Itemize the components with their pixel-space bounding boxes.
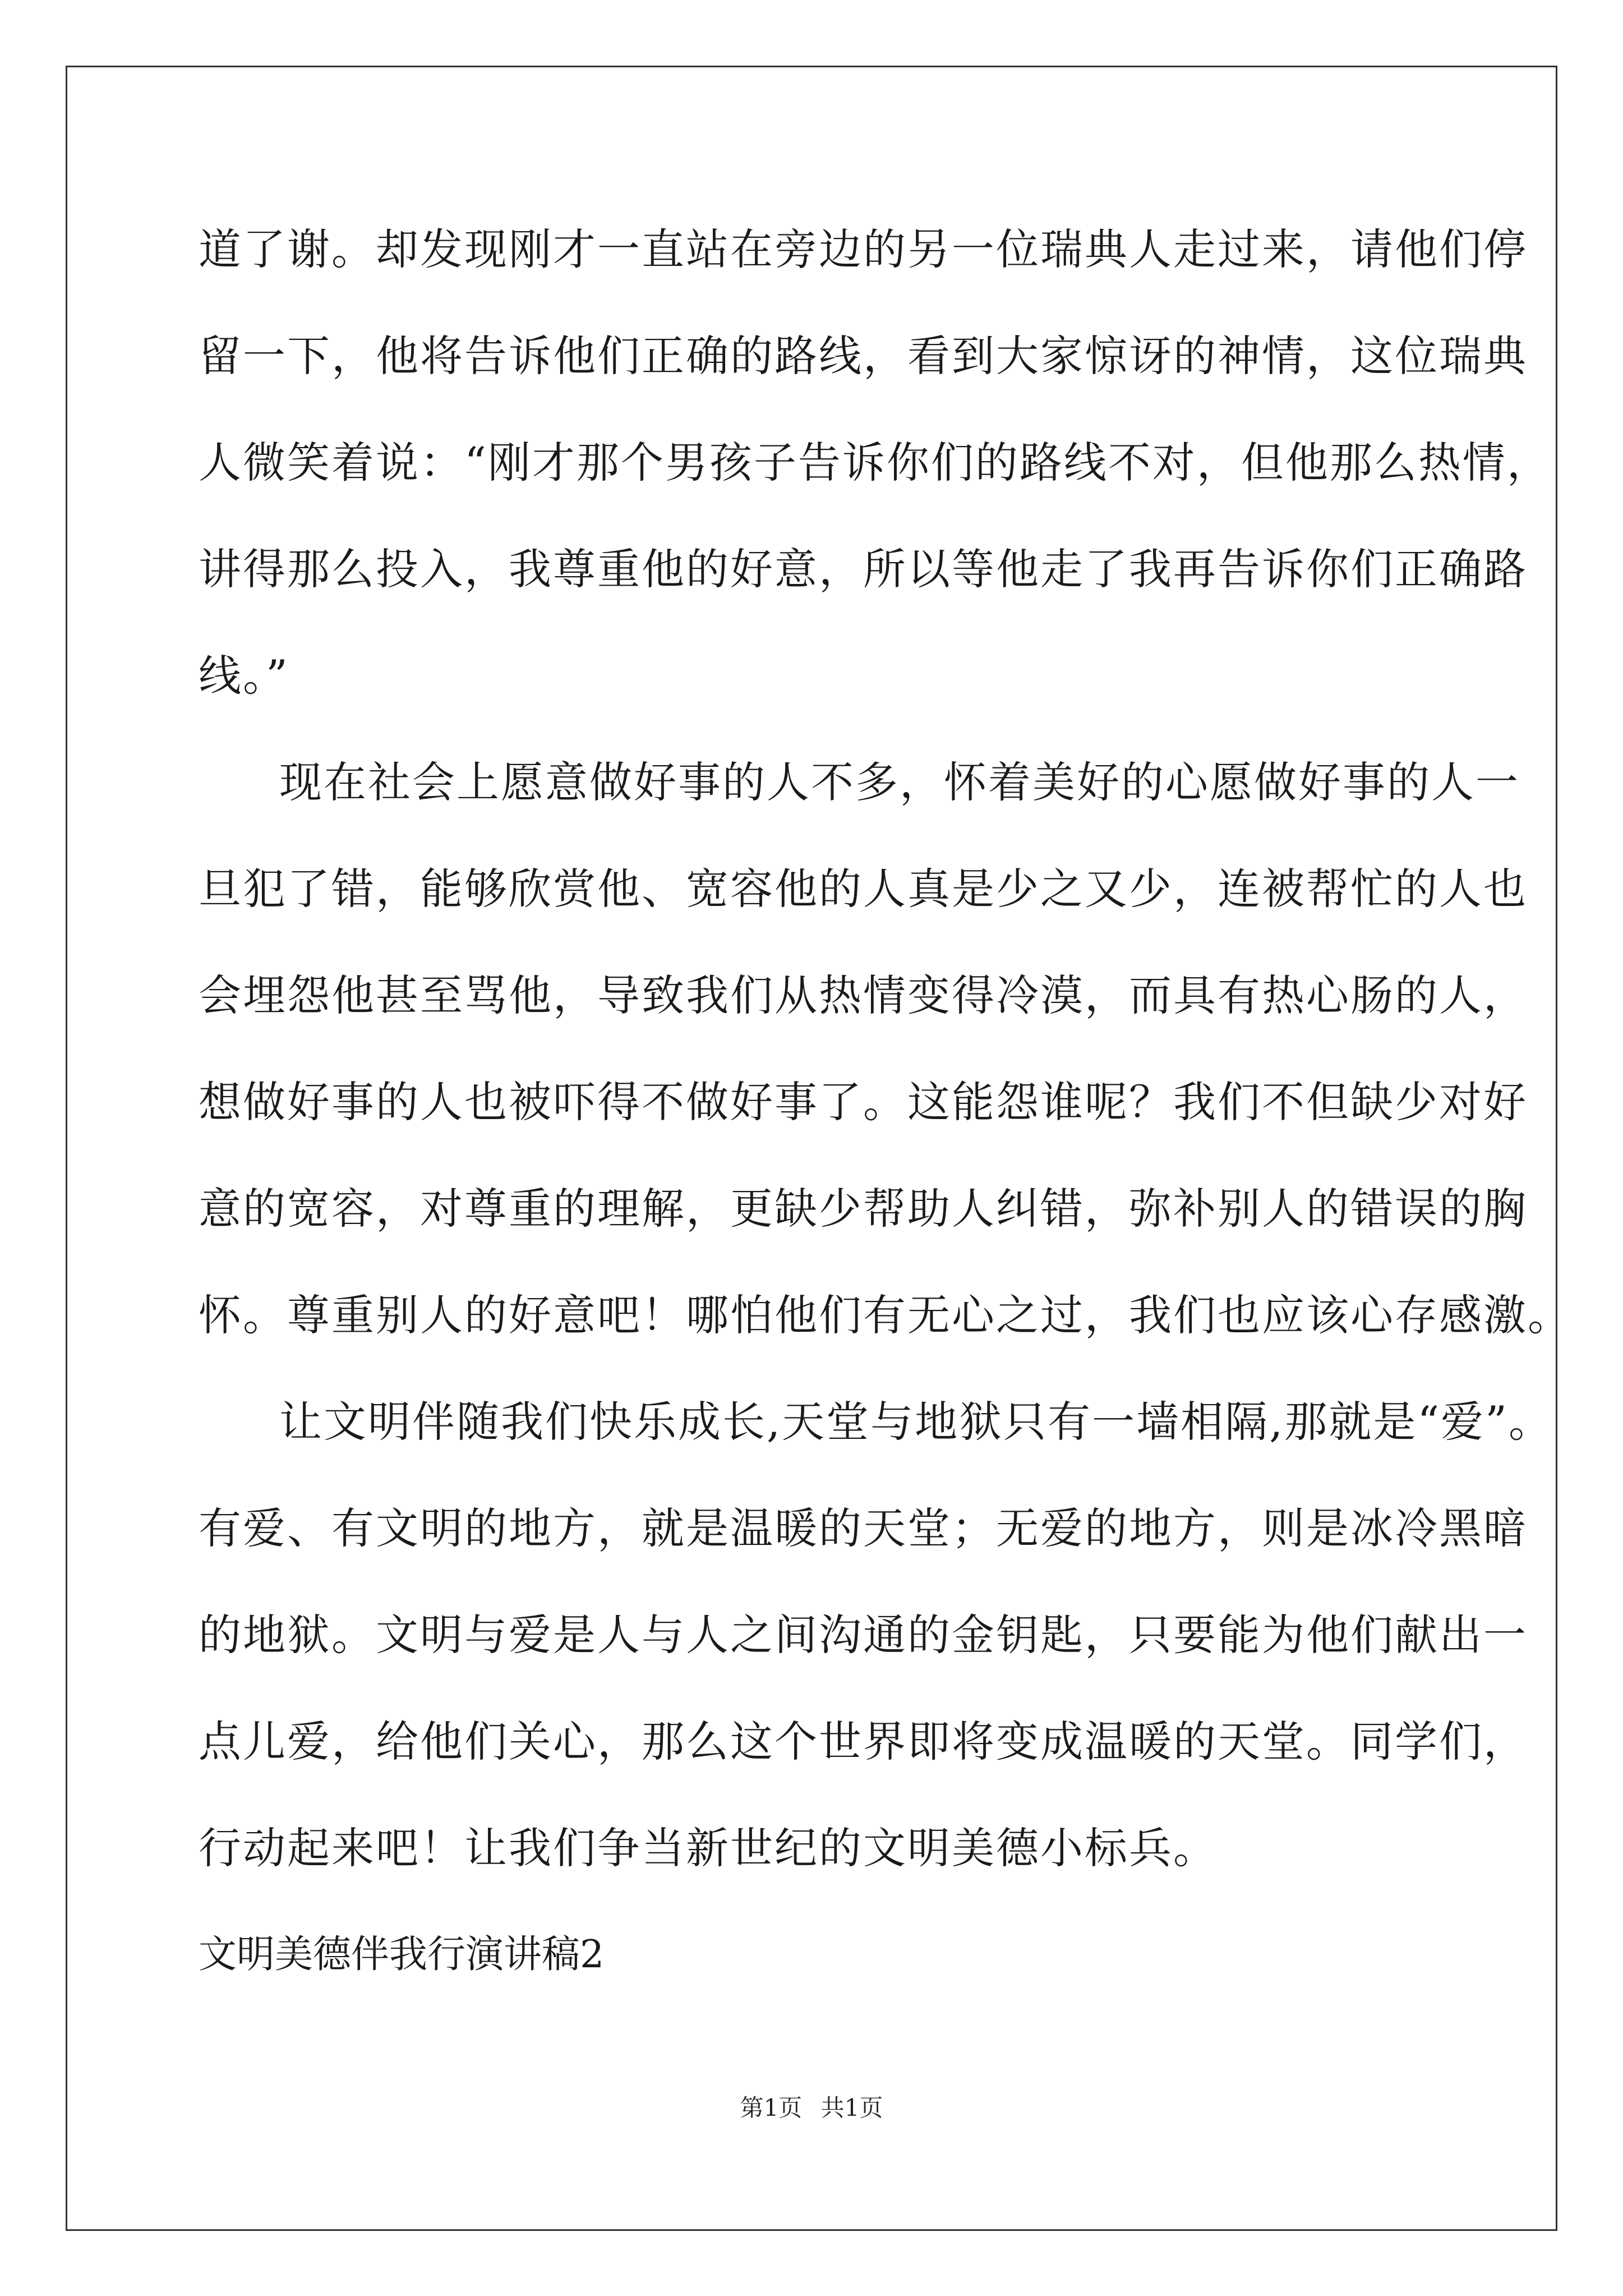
document-body	[199, 196, 1572, 2008]
text-line: 行动起来吧！让我们争当新世纪的文明美德小标兵。	[199, 1823, 1218, 1873]
text-line: 人微笑着说：“刚才那个男孩子告诉你们的路线不对，但他那么热情，	[199, 438, 1551, 487]
text-line: 会埋怨他甚至骂他，导致我们从热情变得冷漠，而具有热心肠的人，	[199, 970, 1528, 1020]
section-heading: 文明美德伴我行演讲稿2	[199, 1932, 605, 1977]
text-line: 的地狱。文明与爱是人与人之间沟通的金钥匙，只要能为他们献出一	[199, 1610, 1528, 1660]
page-footer	[0, 2090, 1623, 2123]
text-line: 留一下，他将告诉他们正确的路线，看到大家惊讶的神情，这位瑞典	[199, 331, 1528, 381]
text-line: 点儿爱，给他们关心，那么这个世界即将变成温暖的天堂。同学们，	[199, 1717, 1528, 1766]
page-total: 共1页	[820, 2094, 883, 2122]
text-line: 讲得那么投入，我尊重他的好意，所以等他走了我再告诉你们正确路	[199, 544, 1528, 594]
text-line: 意的宽容，对尊重的理解，更缺少帮助人纠错，弥补别人的错误的胸	[199, 1184, 1528, 1234]
page-number: 第1页	[740, 2094, 803, 2122]
text-line: 想做好事的人也被吓得不做好事了。这能怨谁呢？我们不但缺少对好	[199, 1077, 1528, 1127]
text-line: 旦犯了错，能够欣赏他、宽容他的人真是少之又少，连被帮忙的人也	[199, 864, 1528, 914]
text-line: 有爱、有文明的地方，就是温暖的天堂；无爱的地方，则是冰冷黑暗	[199, 1503, 1528, 1553]
text-line: 让文明伴随我们快乐成长,天堂与地狱只有一墙相隔,那就是“爱”。	[279, 1397, 1553, 1447]
text-line: 道了谢。却发现刚才一直站在旁边的另一位瑞典人走过来，请他们停	[199, 224, 1528, 274]
text-line: 怀。尊重别人的好意吧！哪怕他们有无心之过，我们也应该心存感激。	[199, 1290, 1572, 1340]
text-line: 现在社会上愿意做好事的人不多，怀着美好的心愿做好事的人一	[279, 757, 1520, 807]
text-line: 线。”	[199, 651, 289, 701]
